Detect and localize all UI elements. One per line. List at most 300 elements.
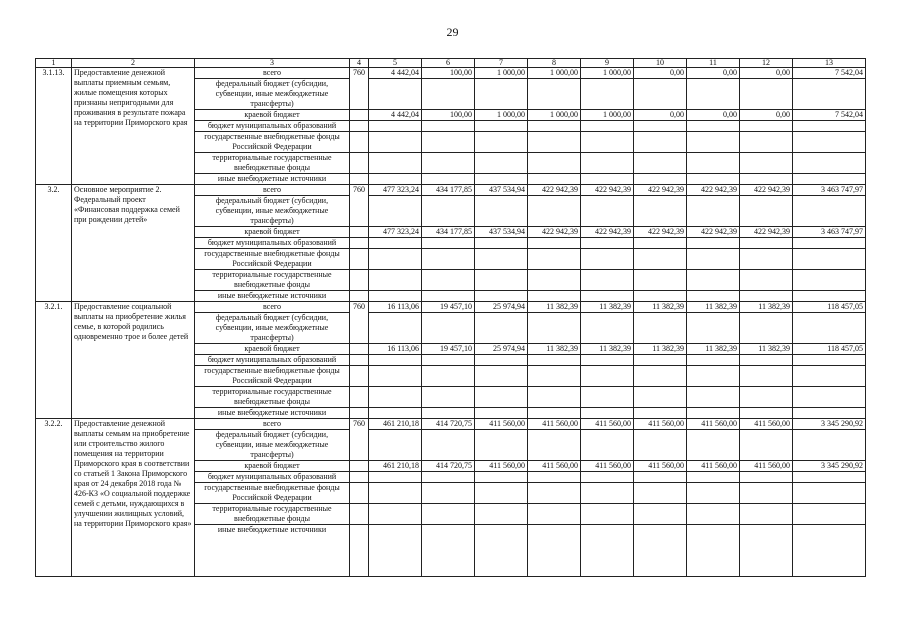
value-cell [581, 238, 634, 249]
value-cell [793, 472, 866, 483]
value-cell: 422 942,39 [740, 185, 793, 196]
value-cell: 1 000,00 [475, 68, 528, 79]
funding-source: федеральный бюджет (субсидии, субвенции, иные межбюджетные трансферты) [195, 196, 350, 227]
funding-source: иные внебюджетные источники [195, 525, 350, 577]
table-row [36, 302, 866, 313]
value-cell [369, 132, 422, 153]
value-cell [634, 174, 687, 185]
value-cell [528, 79, 581, 110]
value-cell [687, 525, 740, 577]
value-cell [634, 472, 687, 483]
page-number: 29 [446, 25, 459, 39]
value-cell: 3 463 747,97 [793, 227, 866, 238]
value-cell: 422 942,39 [528, 185, 581, 196]
column-number-header [36, 59, 866, 68]
value-cell [422, 525, 475, 577]
value-cell [634, 132, 687, 153]
value-cell: 411 560,00 [740, 461, 793, 472]
value-cell [528, 153, 581, 174]
value-cell [793, 366, 866, 387]
value-cell: 0,00 [634, 68, 687, 79]
value-cell [740, 366, 793, 387]
value-cell: 411 560,00 [634, 461, 687, 472]
funding-source: бюджет муниципальных образований [195, 472, 350, 483]
value-cell: 100,00 [422, 68, 475, 79]
value-cell [528, 483, 581, 504]
value-cell [528, 249, 581, 270]
value-cell [475, 313, 528, 344]
value-cell: 437 534,94 [475, 185, 528, 196]
value-cell [634, 153, 687, 174]
value-cell [740, 525, 793, 577]
value-cell [634, 238, 687, 249]
value-cell: 7 542,04 [793, 110, 866, 121]
grbs-code-empty [350, 344, 369, 355]
value-cell: 411 560,00 [528, 419, 581, 430]
funding-source: краевой бюджет [195, 110, 350, 121]
value-cell: 100,00 [422, 110, 475, 121]
value-cell [422, 196, 475, 227]
value-cell: 11 382,39 [687, 344, 740, 355]
value-cell: 434 177,85 [422, 185, 475, 196]
funding-source: федеральный бюджет (субсидии, субвенции, иные межбюджетные трансферты) [195, 313, 350, 344]
grbs-code-empty [350, 408, 369, 419]
value-cell: 19 457,10 [422, 344, 475, 355]
funding-source: федеральный бюджет (субсидии, субвенции, иные межбюджетные трансферты) [195, 430, 350, 461]
value-cell: 11 382,39 [634, 344, 687, 355]
funding-source: государственные внебюджетные фонды Российской Федерации [195, 249, 350, 270]
value-cell [793, 483, 866, 504]
value-cell [793, 525, 866, 577]
value-cell: 422 942,39 [634, 185, 687, 196]
value-cell: 422 942,39 [528, 227, 581, 238]
value-cell [475, 79, 528, 110]
column-header: 2 [72, 59, 195, 68]
value-cell [793, 79, 866, 110]
value-cell [740, 313, 793, 344]
value-cell [528, 504, 581, 525]
value-cell [369, 472, 422, 483]
funding-source: иные внебюджетные источники [195, 291, 350, 302]
value-cell [634, 430, 687, 461]
value-cell [740, 153, 793, 174]
grbs-code-empty [350, 174, 369, 185]
value-cell [581, 249, 634, 270]
value-cell: 11 382,39 [634, 302, 687, 313]
value-cell [528, 525, 581, 577]
column-header: 4 [350, 59, 369, 68]
activity-name: Основное мероприятие 2. Федеральный проект «Финансовая поддержка семей при рождении детей» [72, 185, 195, 302]
column-header: 13 [793, 59, 866, 68]
value-cell [581, 132, 634, 153]
value-cell [793, 270, 866, 291]
value-cell: 4 442,04 [369, 68, 422, 79]
value-cell [634, 525, 687, 577]
column-header: 8 [528, 59, 581, 68]
value-cell [528, 121, 581, 132]
value-cell [793, 249, 866, 270]
value-cell [369, 270, 422, 291]
value-cell: 7 542,04 [793, 68, 866, 79]
grbs-code-empty [350, 110, 369, 121]
value-cell [687, 249, 740, 270]
value-cell [740, 174, 793, 185]
value-cell [422, 174, 475, 185]
value-cell [369, 387, 422, 408]
value-cell [369, 121, 422, 132]
value-cell [793, 355, 866, 366]
funding-source: бюджет муниципальных образований [195, 355, 350, 366]
value-cell: 411 560,00 [634, 419, 687, 430]
value-cell [528, 132, 581, 153]
value-cell [687, 313, 740, 344]
value-cell [793, 430, 866, 461]
row-code: 3.2.2. [36, 419, 72, 577]
value-cell [422, 238, 475, 249]
funding-source: всего [195, 419, 350, 430]
grbs-code-empty [350, 504, 369, 525]
value-cell: 461 210,18 [369, 419, 422, 430]
value-cell [740, 196, 793, 227]
value-cell [740, 472, 793, 483]
value-cell [475, 504, 528, 525]
value-cell [634, 483, 687, 504]
value-cell [687, 366, 740, 387]
value-cell: 411 560,00 [687, 419, 740, 430]
table-row [36, 419, 866, 430]
column-header: 3 [195, 59, 350, 68]
value-cell [793, 313, 866, 344]
column-header: 6 [422, 59, 475, 68]
value-cell [422, 121, 475, 132]
value-cell [475, 270, 528, 291]
value-cell [581, 313, 634, 344]
value-cell: 118 457,05 [793, 302, 866, 313]
value-cell [422, 483, 475, 504]
value-cell [475, 291, 528, 302]
value-cell [528, 174, 581, 185]
grbs-code: 760 [350, 185, 369, 227]
value-cell [634, 196, 687, 227]
grbs-code: 760 [350, 302, 369, 344]
value-cell [475, 483, 528, 504]
value-cell [793, 121, 866, 132]
value-cell: 411 560,00 [528, 461, 581, 472]
column-header: 1 [36, 59, 72, 68]
value-cell [634, 504, 687, 525]
value-cell [740, 387, 793, 408]
value-cell [369, 504, 422, 525]
value-cell: 4 442,04 [369, 110, 422, 121]
value-cell [581, 270, 634, 291]
value-cell: 411 560,00 [740, 419, 793, 430]
table-row [36, 68, 866, 79]
value-cell [581, 121, 634, 132]
value-cell: 461 210,18 [369, 461, 422, 472]
grbs-code-empty [350, 525, 369, 577]
grbs-code-empty [350, 121, 369, 132]
value-cell [687, 472, 740, 483]
value-cell: 3 463 747,97 [793, 185, 866, 196]
value-cell [687, 291, 740, 302]
value-cell [475, 472, 528, 483]
grbs-code-empty [350, 461, 369, 472]
value-cell [793, 387, 866, 408]
value-cell [475, 121, 528, 132]
value-cell: 422 942,39 [581, 227, 634, 238]
column-header: 10 [634, 59, 687, 68]
value-cell [740, 291, 793, 302]
activity-name: Предоставление денежной выплаты приемным семьям, жилые помещения которых признаны непригодными для проживания в результате пожара на территории Приморского края [72, 68, 195, 185]
grbs-code-empty [350, 270, 369, 291]
funding-source: государственные внебюджетные фонды Российской Федерации [195, 132, 350, 153]
activity-name: Предоставление денежной выплаты семьям на приобретение или строительство жилого помещения на территории Приморского края в соответствии со статьей 1 Закона Приморского края от 24 декабря 2018 года № 426-КЗ «О социальной поддержке семей с детьми, нуждающихся в улучшении жилищных условий, на территории Приморского края» [72, 419, 195, 577]
value-cell [528, 355, 581, 366]
value-cell [687, 132, 740, 153]
grbs-code: 760 [350, 419, 369, 461]
value-cell [528, 238, 581, 249]
column-header: 7 [475, 59, 528, 68]
value-cell [528, 472, 581, 483]
value-cell [740, 504, 793, 525]
value-cell [528, 313, 581, 344]
value-cell: 0,00 [740, 110, 793, 121]
value-cell [634, 249, 687, 270]
value-cell [528, 291, 581, 302]
value-cell [793, 153, 866, 174]
grbs-code-empty [350, 483, 369, 504]
row-code: 3.1.13. [36, 68, 72, 185]
value-cell [422, 249, 475, 270]
value-cell [581, 525, 634, 577]
funding-source: государственные внебюджетные фонды Российской Федерации [195, 366, 350, 387]
funding-source: иные внебюджетные источники [195, 174, 350, 185]
value-cell [475, 153, 528, 174]
value-cell [369, 366, 422, 387]
value-cell: 422 942,39 [687, 185, 740, 196]
value-cell: 437 534,94 [475, 227, 528, 238]
value-cell: 11 382,39 [581, 344, 634, 355]
value-cell [581, 153, 634, 174]
value-cell [581, 408, 634, 419]
value-cell [369, 153, 422, 174]
value-cell [581, 472, 634, 483]
value-cell [369, 174, 422, 185]
value-cell [422, 313, 475, 344]
value-cell: 1 000,00 [475, 110, 528, 121]
value-cell [740, 121, 793, 132]
table-row [36, 185, 866, 196]
value-cell [581, 196, 634, 227]
value-cell [422, 430, 475, 461]
value-cell [793, 504, 866, 525]
value-cell: 477 323,24 [369, 227, 422, 238]
value-cell [634, 270, 687, 291]
value-cell [740, 355, 793, 366]
value-cell [369, 313, 422, 344]
value-cell: 1 000,00 [581, 68, 634, 79]
grbs-code-empty [350, 387, 369, 408]
value-cell [422, 291, 475, 302]
value-cell [740, 483, 793, 504]
value-cell [793, 132, 866, 153]
value-cell [475, 408, 528, 419]
value-cell [581, 291, 634, 302]
value-cell: 477 323,24 [369, 185, 422, 196]
value-cell [422, 355, 475, 366]
value-cell [793, 238, 866, 249]
value-cell [687, 483, 740, 504]
funding-source: бюджет муниципальных образований [195, 121, 350, 132]
grbs-code-empty [350, 355, 369, 366]
grbs-code-empty [350, 472, 369, 483]
value-cell: 16 113,06 [369, 344, 422, 355]
grbs-code-empty [350, 249, 369, 270]
grbs-code: 760 [350, 68, 369, 110]
column-header: 11 [687, 59, 740, 68]
value-cell [422, 408, 475, 419]
value-cell: 411 560,00 [687, 461, 740, 472]
value-cell: 0,00 [634, 110, 687, 121]
value-cell [634, 387, 687, 408]
value-cell [793, 408, 866, 419]
value-cell [687, 270, 740, 291]
value-cell [793, 291, 866, 302]
value-cell [475, 355, 528, 366]
value-cell [369, 196, 422, 227]
grbs-code-empty [350, 238, 369, 249]
value-cell [369, 483, 422, 504]
value-cell [687, 79, 740, 110]
value-cell [687, 355, 740, 366]
row-code: 3.2. [36, 185, 72, 302]
value-cell [634, 408, 687, 419]
value-cell: 1 000,00 [581, 110, 634, 121]
grbs-code-empty [350, 291, 369, 302]
funding-source: всего [195, 185, 350, 196]
value-cell [422, 132, 475, 153]
value-cell [581, 355, 634, 366]
value-cell [369, 249, 422, 270]
value-cell [687, 196, 740, 227]
value-cell: 414 720,75 [422, 419, 475, 430]
value-cell [687, 430, 740, 461]
funding-source: территориальные государственные внебюджетные фонды [195, 270, 350, 291]
value-cell [369, 355, 422, 366]
value-cell: 118 457,05 [793, 344, 866, 355]
column-header: 5 [369, 59, 422, 68]
value-cell: 0,00 [687, 68, 740, 79]
value-cell: 11 382,39 [528, 302, 581, 313]
value-cell [369, 408, 422, 419]
funding-source: территориальные государственные внебюджетные фонды [195, 387, 350, 408]
value-cell [369, 525, 422, 577]
funding-source: краевой бюджет [195, 227, 350, 238]
value-cell [740, 408, 793, 419]
value-cell [687, 387, 740, 408]
funding-source: всего [195, 68, 350, 79]
value-cell: 422 942,39 [740, 227, 793, 238]
activity-name: Предоставление социальной выплаты на приобретение жилья семье, в которой родились одновременно трое и более детей [72, 302, 195, 419]
value-cell: 19 457,10 [422, 302, 475, 313]
value-cell [634, 355, 687, 366]
value-cell [634, 79, 687, 110]
value-cell: 11 382,39 [581, 302, 634, 313]
grbs-code-empty [350, 132, 369, 153]
value-cell [634, 366, 687, 387]
value-cell [528, 366, 581, 387]
value-cell [740, 249, 793, 270]
grbs-code-empty [350, 366, 369, 387]
value-cell: 3 345 290,92 [793, 419, 866, 430]
value-cell [581, 483, 634, 504]
value-cell [634, 313, 687, 344]
value-cell [475, 366, 528, 387]
value-cell [581, 174, 634, 185]
value-cell: 25 974,94 [475, 302, 528, 313]
value-cell [740, 238, 793, 249]
value-cell [740, 79, 793, 110]
value-cell [422, 79, 475, 110]
value-cell [740, 270, 793, 291]
value-cell [475, 249, 528, 270]
value-cell [475, 196, 528, 227]
column-header: 9 [581, 59, 634, 68]
value-cell [687, 408, 740, 419]
value-cell [740, 132, 793, 153]
value-cell [687, 153, 740, 174]
value-cell [793, 174, 866, 185]
value-cell [740, 430, 793, 461]
value-cell [687, 238, 740, 249]
value-cell: 422 942,39 [634, 227, 687, 238]
value-cell [475, 387, 528, 408]
funding-source: территориальные государственные внебюджетные фонды [195, 504, 350, 525]
value-cell [422, 366, 475, 387]
value-cell: 0,00 [687, 110, 740, 121]
value-cell [528, 430, 581, 461]
value-cell [687, 174, 740, 185]
funding-source: краевой бюджет [195, 461, 350, 472]
value-cell: 1 000,00 [528, 110, 581, 121]
value-cell: 1 000,00 [528, 68, 581, 79]
value-cell [528, 387, 581, 408]
value-cell [687, 504, 740, 525]
funding-source: всего [195, 302, 350, 313]
value-cell: 25 974,94 [475, 344, 528, 355]
value-cell [475, 525, 528, 577]
grbs-code-empty [350, 153, 369, 174]
budget-table [35, 58, 866, 577]
value-cell [528, 408, 581, 419]
value-cell [581, 366, 634, 387]
value-cell [369, 238, 422, 249]
grbs-code-empty [350, 227, 369, 238]
value-cell [422, 270, 475, 291]
value-cell: 434 177,85 [422, 227, 475, 238]
column-header: 12 [740, 59, 793, 68]
row-code: 3.2.1. [36, 302, 72, 419]
value-cell [422, 472, 475, 483]
funding-source: краевой бюджет [195, 344, 350, 355]
funding-source: государственные внебюджетные фонды Российской Федерации [195, 483, 350, 504]
value-cell: 3 345 290,92 [793, 461, 866, 472]
value-cell: 411 560,00 [475, 461, 528, 472]
value-cell: 422 942,39 [581, 185, 634, 196]
value-cell [581, 504, 634, 525]
value-cell [528, 270, 581, 291]
value-cell: 0,00 [740, 68, 793, 79]
